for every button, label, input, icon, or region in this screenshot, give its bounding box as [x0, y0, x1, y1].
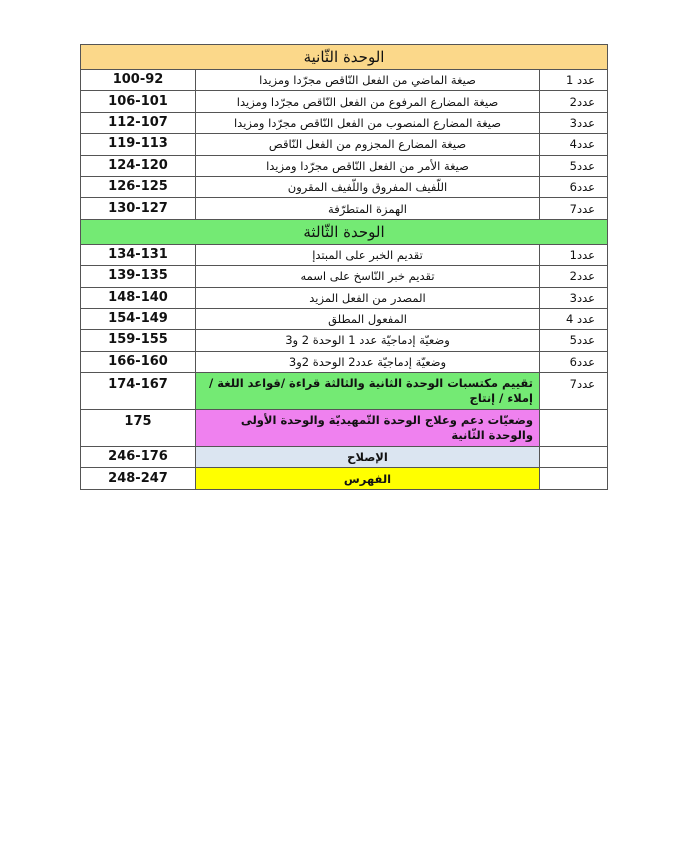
assessment-row [81, 373, 608, 410]
correction-row [81, 447, 608, 468]
correction-title: الإصلاح [196, 447, 540, 468]
page-range: 119-113 [81, 134, 196, 155]
toc-body [81, 45, 608, 490]
index-title: الفهرس [196, 468, 540, 489]
page-range: 134-131 [81, 244, 196, 265]
lesson-title: صيغة المضارع المرفوع من الفعل النّاقص مجرّدا ومزيدا [196, 91, 540, 112]
lesson-title: صيغة الماضي من الفعل النّاقص مجرّدا ومزيدا [196, 70, 540, 91]
lesson-number: عدد3 [540, 112, 608, 133]
remediation-row [81, 410, 608, 447]
table-row [81, 155, 608, 176]
unit2-title: الوحدة الثّانية [81, 45, 608, 70]
table-row [81, 70, 608, 91]
lesson-number: عدد7 [540, 198, 608, 219]
page-range: 246-176 [81, 447, 196, 468]
lesson-title: صيغة الأمر من الفعل النّاقص مجرّدا ومزيدا [196, 155, 540, 176]
lesson-title: المصدر من الفعل المزيد [196, 287, 540, 308]
empty-cell [540, 447, 608, 468]
lesson-title: تقديم خبر النّاسخ على اسمه [196, 266, 540, 287]
table-row [81, 91, 608, 112]
lesson-title: اللّفيف المفروق واللّفيف المقرون [196, 176, 540, 197]
remediation-title: وضعيّات دعم وعلاج الوحدة التّمهيديّة والوحدة الأولى والوحدة الثّانية [196, 410, 540, 447]
table-row [81, 308, 608, 329]
unit3-title: الوحدة الثّالثة [81, 219, 608, 244]
empty-cell [540, 468, 608, 489]
lesson-number: عدد4 [540, 134, 608, 155]
lesson-number: عدد3 [540, 287, 608, 308]
table-row [81, 112, 608, 133]
index-row [81, 468, 608, 489]
table-row [81, 287, 608, 308]
table-row [81, 351, 608, 372]
page-range: 159-155 [81, 330, 196, 351]
lesson-number: عدد6 [540, 176, 608, 197]
table-row [81, 244, 608, 265]
unit3-header-row [81, 219, 608, 244]
page-range: 154-149 [81, 308, 196, 329]
lesson-number: عدد2 [540, 91, 608, 112]
page-range: 166-160 [81, 351, 196, 372]
lesson-number: عدد6 [540, 351, 608, 372]
page-range: 139-135 [81, 266, 196, 287]
lesson-title: تقييم مكتسبات الوحدة الثانية والثالثة قراءة /قواعد اللغة / إملاء / إنتاج [196, 373, 540, 410]
table-row [81, 266, 608, 287]
page-range: 130-127 [81, 198, 196, 219]
page-range: 126-125 [81, 176, 196, 197]
lesson-number: عدد2 [540, 266, 608, 287]
lesson-number: عدد1 [540, 244, 608, 265]
lesson-number: عدد 1 [540, 70, 608, 91]
lesson-number: عدد5 [540, 330, 608, 351]
page-range: 124-120 [81, 155, 196, 176]
lesson-title: وضعيّة إدماجيّة عدد 1 الوحدة 2 و3 [196, 330, 540, 351]
table-row [81, 198, 608, 219]
lesson-title: الهمزة المتطرّفة [196, 198, 540, 219]
lesson-number: عدد 4 [540, 308, 608, 329]
page-range: 112-107 [81, 112, 196, 133]
table-of-contents [80, 44, 608, 490]
lesson-number: عدد7 [540, 373, 608, 410]
lesson-title: صيغة المضارع المجزوم من الفعل النّاقص [196, 134, 540, 155]
empty-cell [540, 410, 608, 447]
lesson-title: وضعيّة إدماجيّة عدد2 الوحدة 2و3 [196, 351, 540, 372]
table-row [81, 330, 608, 351]
page-range: 248-247 [81, 468, 196, 489]
lesson-title: المفعول المطلق [196, 308, 540, 329]
page-range: 148-140 [81, 287, 196, 308]
page-range: 174-167 [81, 373, 196, 410]
unit2-header-row [81, 45, 608, 70]
page-range: 106-101 [81, 91, 196, 112]
page-range: 100-92 [81, 70, 196, 91]
lesson-title: تقديم الخبر على المبتدإ [196, 244, 540, 265]
lesson-title: صيغة المضارع المنصوب من الفعل النّاقص مجرّدا ومزيدا [196, 112, 540, 133]
table-row [81, 134, 608, 155]
page-range: 175 [81, 410, 196, 447]
lesson-number: عدد5 [540, 155, 608, 176]
table-row [81, 176, 608, 197]
